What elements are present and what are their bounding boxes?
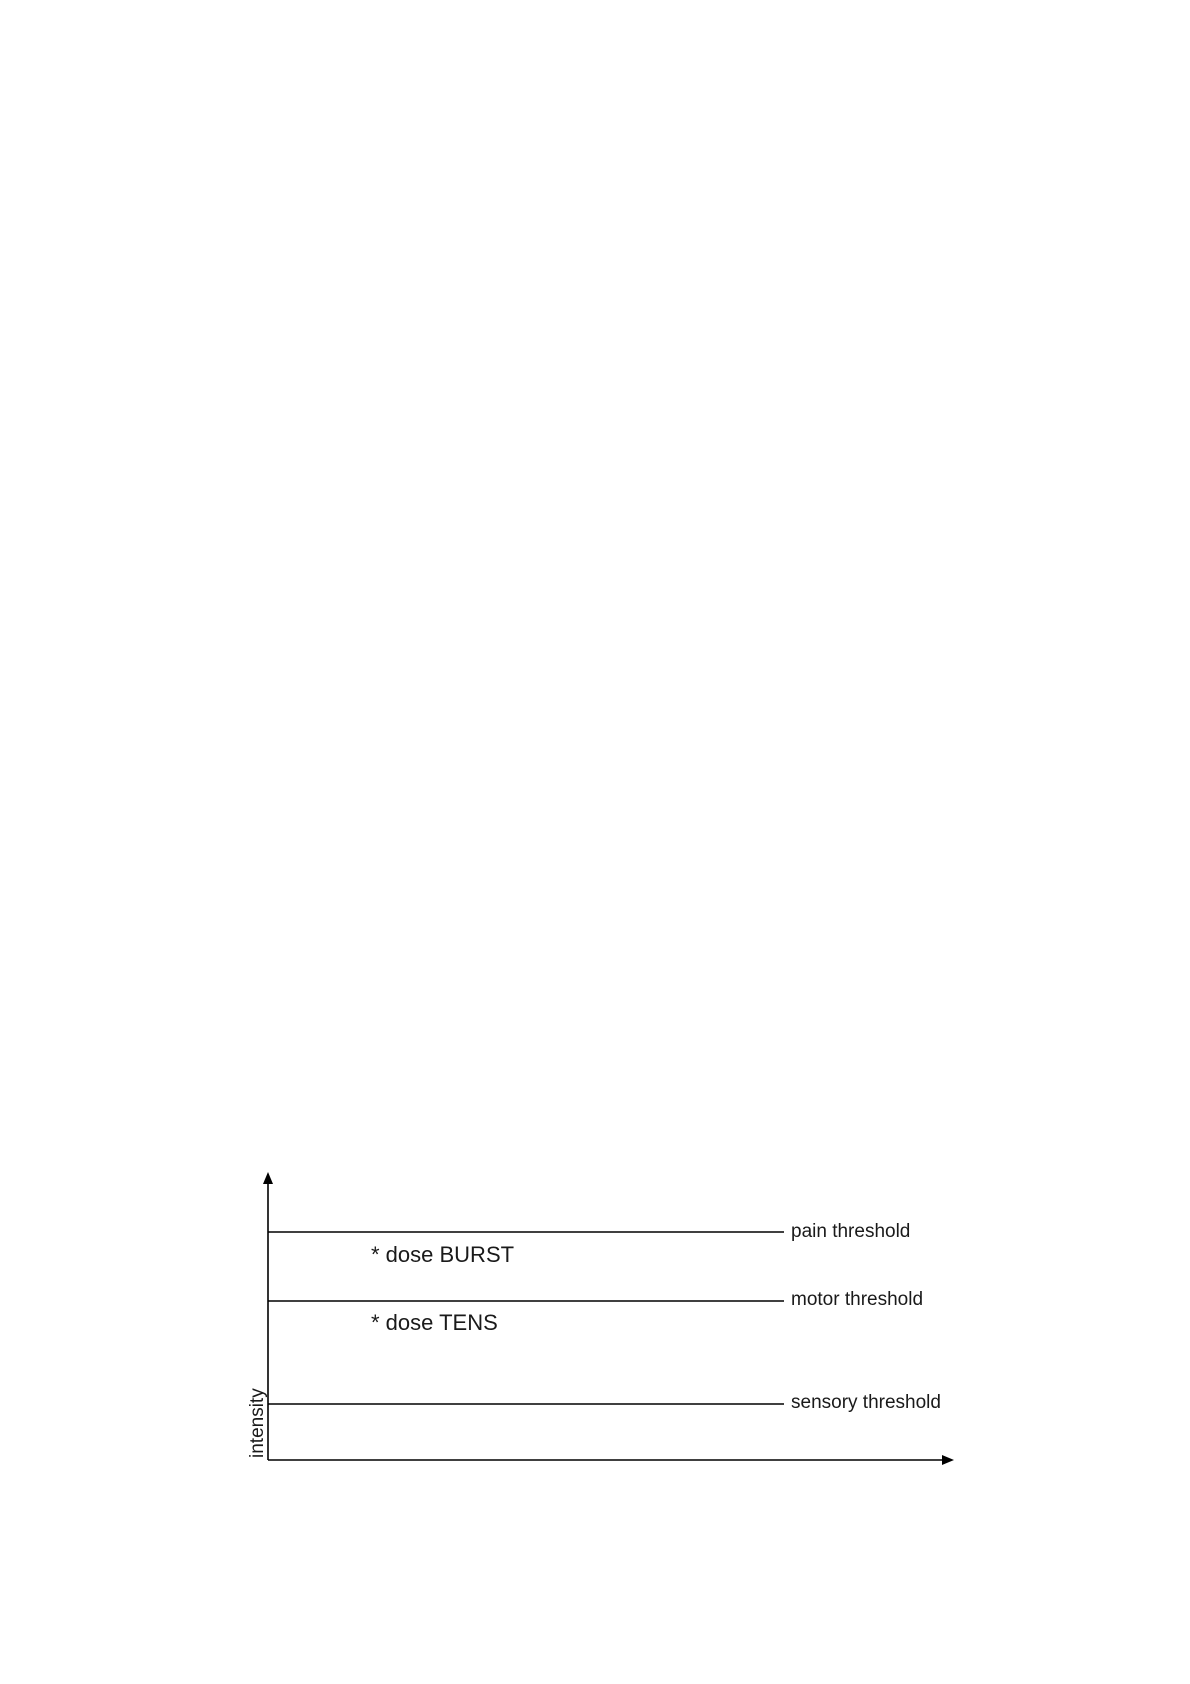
y-axis-arrowhead — [263, 1172, 273, 1184]
y-axis-label: intensity — [247, 1388, 268, 1458]
x-axis-arrowhead — [942, 1455, 954, 1465]
dose-tens-label: * dose TENS — [371, 1310, 498, 1335]
sensory-threshold-label: sensory threshold — [791, 1392, 941, 1413]
pain-threshold-label: pain threshold — [791, 1221, 911, 1242]
dose-burst-label: * dose BURST — [371, 1242, 515, 1267]
motor-threshold-label: motor threshold — [791, 1289, 924, 1310]
